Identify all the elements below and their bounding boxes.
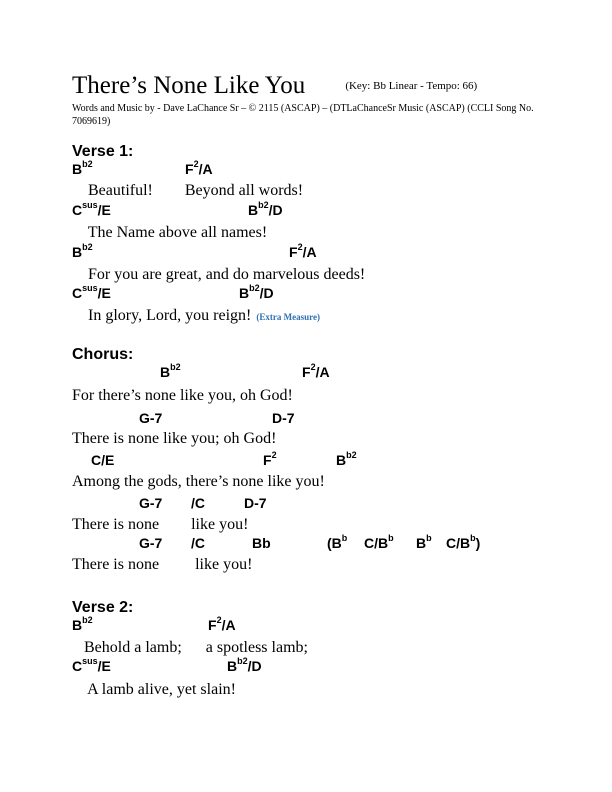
chord-root: B (227, 658, 238, 674)
chord-root: C (72, 658, 83, 674)
lyric-line (72, 387, 293, 405)
chord-root: B (248, 202, 259, 218)
chord-root: C (72, 285, 83, 301)
chord-root: F (208, 617, 217, 633)
chord-row (0, 617, 612, 637)
chord (263, 452, 277, 468)
chord-row (0, 452, 612, 472)
chord-row (0, 285, 612, 305)
chord-root: D-7 (244, 495, 267, 511)
extra-measure-note: (Extra Measure) (256, 312, 320, 322)
chord-root: B (416, 535, 427, 551)
chord-superscript: b (426, 533, 432, 544)
chord (289, 244, 317, 260)
chord-superscript: 2 (310, 362, 316, 373)
chord (416, 535, 432, 551)
chord-root: G-7 (139, 410, 163, 426)
chord-suffix: /A (302, 244, 317, 260)
lyric-text: Behold a lamb; a spotless lamb; (72, 639, 308, 656)
chord-superscript: b (388, 533, 394, 544)
chord-superscript: b2 (82, 242, 93, 253)
chord-superscript: b2 (82, 615, 93, 626)
lyric-line (72, 182, 303, 200)
chord-root: G-7 (139, 535, 163, 551)
chord-suffix: /E (97, 202, 111, 218)
chord-root: B (72, 244, 83, 260)
chord-superscript: b (341, 533, 348, 544)
chord (160, 364, 181, 380)
chord-suffix: /A (221, 617, 236, 633)
chord-root: B (160, 364, 171, 380)
lyric-line (72, 516, 248, 534)
lyric-line (72, 430, 276, 448)
chord-root: C/B (446, 535, 471, 551)
lyric-line (72, 639, 308, 657)
chord-suffix: ) (475, 535, 481, 551)
chord-superscript: sus (82, 200, 98, 211)
chord-superscript: 2 (193, 159, 199, 170)
lyric-text: For there’s none like you, oh God! (72, 387, 293, 404)
chord-root: B (336, 452, 347, 468)
chord (208, 617, 236, 633)
chord (191, 495, 205, 511)
chord (336, 452, 357, 468)
lyric-text: In glory, Lord, you reign! (72, 307, 252, 324)
lyric-line (72, 266, 365, 284)
chord-row (0, 161, 612, 181)
chord (139, 410, 162, 426)
chord-suffix: /E (97, 658, 111, 674)
chord (191, 535, 205, 551)
song-title: There’s None Like You (72, 72, 306, 99)
chord-root: C/E (91, 452, 115, 468)
chord-suffix: /E (97, 285, 111, 301)
lyric-line (72, 556, 252, 574)
chord (72, 617, 93, 633)
chord (248, 202, 283, 218)
lyric-text: There is none like you; oh God! (72, 430, 277, 447)
chord (302, 364, 330, 380)
key-tempo: (Key: Bb Linear - Tempo: 66) (345, 80, 478, 92)
chord-superscript: b2 (170, 362, 181, 373)
chord-root: Bb (252, 535, 271, 551)
chord-row (0, 410, 612, 430)
lyric-text: Among the gods, there’s none like you! (72, 473, 325, 490)
chord (72, 244, 93, 260)
chord (252, 535, 271, 551)
chord (139, 535, 162, 551)
chord (91, 452, 114, 468)
lyric-line (72, 473, 325, 491)
chord-root: C/B (364, 535, 389, 551)
lyric-line (72, 681, 236, 699)
chord-superscript: sus (82, 656, 98, 667)
chord-row (0, 658, 612, 678)
chord (364, 535, 394, 551)
chord-root: B (72, 161, 83, 177)
chord-superscript: sus (82, 283, 98, 294)
chord (72, 658, 111, 674)
chord-root: B (239, 285, 250, 301)
chord-superscript: b2 (249, 283, 260, 294)
chord-root: B (72, 617, 83, 633)
chord-root: F (185, 161, 194, 177)
chord-superscript: b2 (237, 656, 248, 667)
chord-superscript: 2 (216, 615, 222, 626)
chord-suffix: /D (268, 202, 283, 218)
chord (72, 285, 111, 301)
chord (185, 161, 213, 177)
chord-superscript: b2 (346, 450, 357, 461)
chord-row (0, 244, 612, 264)
chord-superscript: b2 (258, 200, 269, 211)
chord (239, 285, 274, 301)
chord-superscript: b2 (82, 159, 93, 170)
chord-row (0, 535, 612, 555)
chord-root: F (289, 244, 298, 260)
chord-superscript: 2 (271, 450, 277, 461)
lyric-line (72, 307, 320, 326)
chord-row (0, 202, 612, 222)
chord-row (0, 364, 612, 384)
chord-root: (B (327, 535, 342, 551)
chord (446, 535, 480, 551)
chord-suffix: /D (259, 285, 274, 301)
chord-root: F (263, 452, 272, 468)
chord-row (0, 495, 612, 515)
lyric-text: For you are great, and do marvelous deeds! (72, 266, 366, 283)
section-heading: Verse 2: (72, 599, 134, 616)
chord-suffix: /A (198, 161, 213, 177)
chord (72, 202, 111, 218)
chord-root: /C (191, 495, 205, 511)
chord-root: /C (191, 535, 205, 551)
chord-suffix: /D (247, 658, 262, 674)
lyric-text: A lamb alive, yet slain! (72, 681, 236, 698)
chord-root: C (72, 202, 83, 218)
chord (244, 495, 267, 511)
chord-root: F (302, 364, 311, 380)
chord (139, 495, 162, 511)
lyric-text: There is none like you! (72, 516, 249, 533)
chord-root: D-7 (272, 410, 295, 426)
lyric-text: The Name above all names! (72, 224, 268, 241)
lyric-text: Beautiful! Beyond all words! (72, 182, 304, 199)
chord-root: G-7 (139, 495, 163, 511)
chord (227, 658, 262, 674)
lyric-line (72, 224, 267, 242)
chord-superscript: b (470, 533, 476, 544)
chord-suffix: /A (315, 364, 330, 380)
chord (272, 410, 295, 426)
chord (72, 161, 93, 177)
chord-superscript: 2 (297, 242, 303, 253)
chord (327, 535, 347, 551)
title-line (72, 72, 477, 100)
lyric-text: There is none like you! (72, 556, 253, 573)
section-heading: Chorus: (72, 346, 134, 363)
credits: Words and Music by - Dave LaChance Sr – © 2115 (ASCAP) – (DTLaChanceSr Music (ASCAP) (CCLI Song No. 7069619) (72, 103, 534, 127)
section-heading: Verse 1: (72, 143, 134, 160)
